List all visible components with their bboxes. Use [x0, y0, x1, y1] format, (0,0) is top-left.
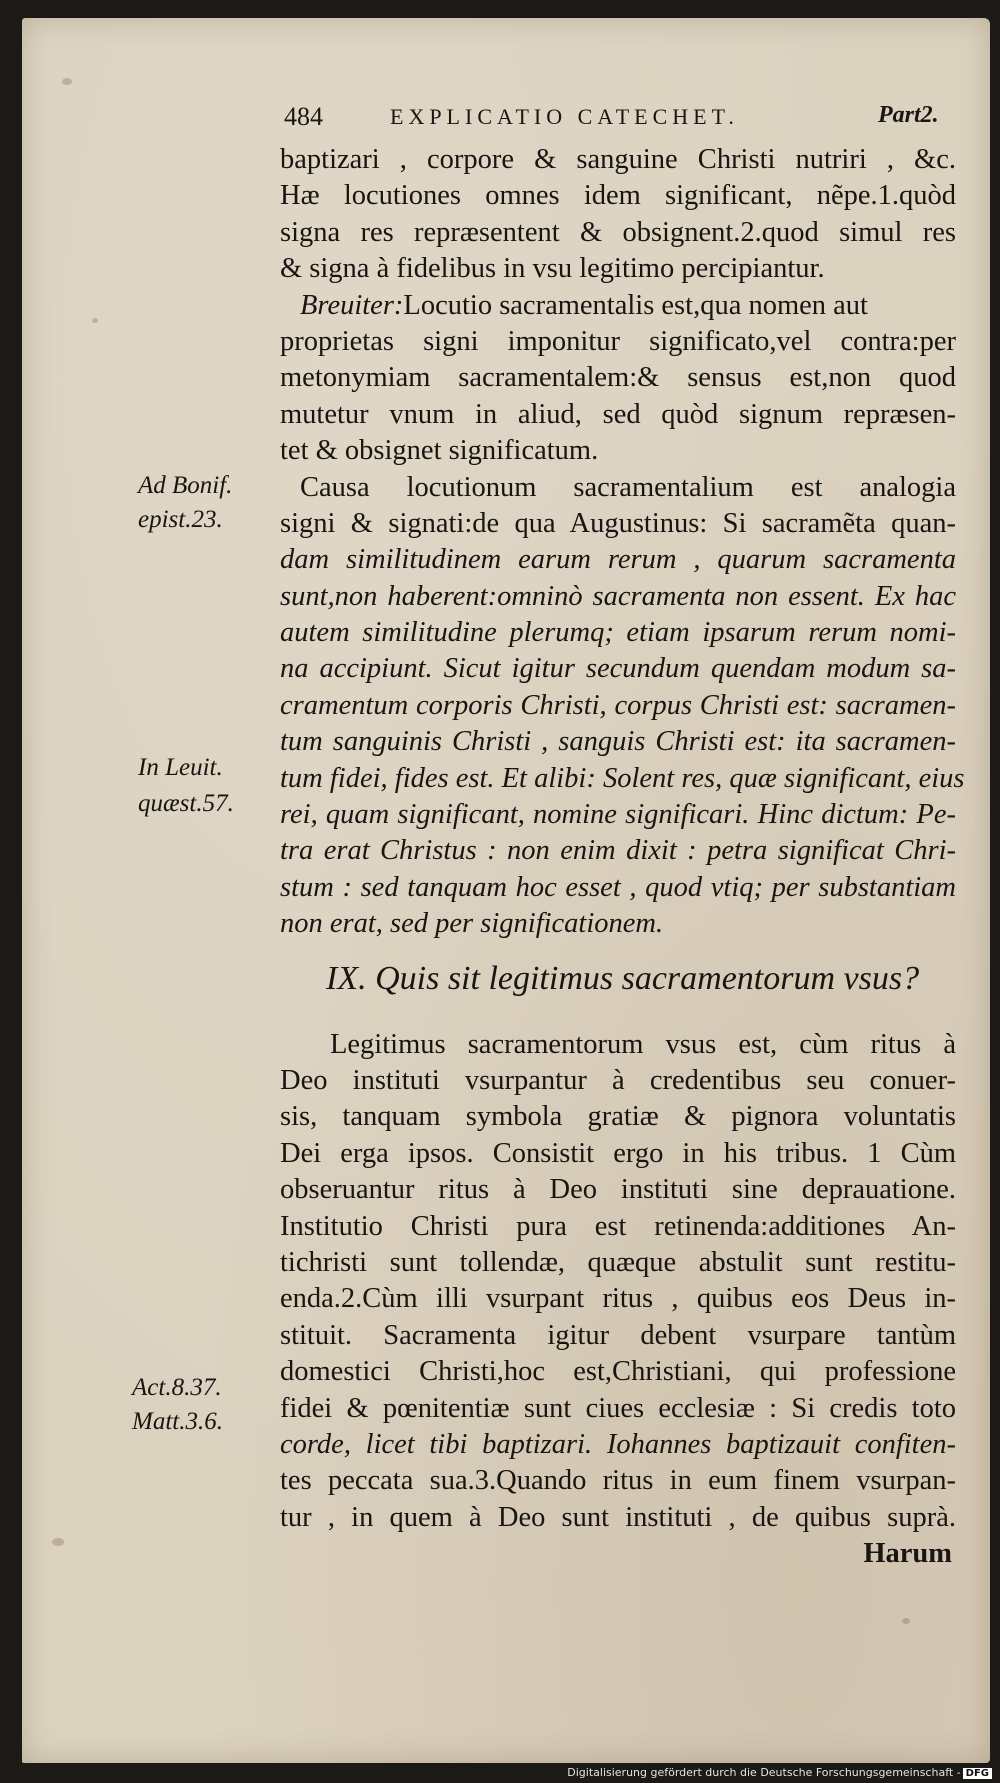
text-line: tur , in quem à Deo sunt instituti , de quibus suprà. [280, 1501, 956, 1533]
margin-note: Ad Bonif. [138, 472, 233, 499]
margin-note: In Leuit. [138, 754, 223, 781]
page-number: 484 [284, 102, 323, 131]
text-line: tichristi sunt tollendæ, quæque abstulit sunt restitu- [280, 1246, 956, 1278]
text-line: stituit. Sacramenta igitur debent vsurpare tantùm [280, 1319, 956, 1351]
text-line-content: Locutio sacramentalis est,qua nomen aut [403, 289, 868, 321]
text-line [280, 288, 956, 324]
footer-text: Digitalisierung gefördert durch die Deutsche Forschungsgemeinschaft - [567, 1766, 961, 1779]
text-line: Legitimus sacramentorum vsus est, cùm ritus à [330, 1028, 956, 1060]
text-line: signi & signati:de qua Augustinus: Si sacramẽta quan- [280, 507, 956, 539]
quotation-line: sunt,non haberent:omninò sacramenta non essent. Ex hac [280, 580, 956, 612]
text-line: mutetur vnum in aliud, sed quòd signum repræsen- [280, 398, 956, 430]
paragraph-4 [280, 1027, 956, 1536]
quotation-line: na accipiunt. Sicut igitur secundum quendam modum sa- [280, 653, 956, 685]
paragraph-2 [280, 288, 956, 470]
text-line: Hæ locutiones omnes idem significant, nẽpe.1.quòd [280, 180, 956, 212]
paper-stain [52, 1538, 64, 1546]
text-line: enda.2.Cùm illi vsurpant ritus , quibus eos Deus in- [280, 1283, 956, 1315]
paper-stain [62, 78, 72, 85]
text-line: baptizari , corpore & sanguine Christi nutriri , &c. [280, 144, 956, 175]
text-line: Institutio Christi pura est retinenda:additiones An- [280, 1210, 956, 1242]
quotation-line: tum fidei, fides est. Et alibi: Solent res, quæ significant, eius [280, 762, 965, 794]
quotation-line: cramentum corporis Christi, corpus Christi est: sacramen- [280, 689, 956, 721]
paper-stain [92, 318, 98, 323]
text-line: Dei erga ipsos. Consistit ergo in his tribus. 1 Cùm [280, 1137, 956, 1169]
paper-stain [902, 1618, 910, 1624]
quotation-line: tum sanguinis Christi , sanguis Christi est: ita sacramen- [280, 726, 956, 758]
dfg-logo: DFG [963, 1768, 992, 1779]
margin-note: epist.23. [138, 506, 223, 533]
catchword: Harum [863, 1538, 952, 1570]
margin-note: Matt.3.6. [132, 1408, 223, 1435]
section-heading: IX. Quis sit legitimus sacramentorum vsus? [326, 959, 920, 997]
running-head-title: EXPLICATIO CATECHET. [390, 104, 739, 129]
text-line: metonymiam sacramentalem:& sensus est,non quod [280, 362, 956, 394]
text-line: obseruantur ritus à Deo instituti sine deprauatione. [280, 1174, 956, 1206]
text-line: sis, tanquam symbola gratiæ & pignora voluntatis [280, 1101, 956, 1133]
text-line: & signa à fidelibus in vsu legitimo percipiantur. [280, 253, 825, 285]
margin-note: quæst.57. [138, 790, 234, 817]
text-line: fidei & pœnitentiæ sunt ciues ecclesiæ : Si credis toto [280, 1392, 956, 1424]
text-line: Deo instituti vsurpantur à credentibus seu conuer- [280, 1064, 956, 1096]
margin-note: Act.8.37. [132, 1374, 222, 1401]
quotation-line: rei, quam significant, nomine significari. Hinc dictum: Pe- [280, 799, 956, 831]
paragraph-label: Breuiter: [300, 289, 404, 321]
quotation-line: tra erat Christus : non enim dixit : petra significat Chri- [280, 835, 956, 867]
text-line: domestici Christi,hoc est,Christiani, qui professione [280, 1356, 956, 1388]
text-line: signa res repræsentent & obsignent.2.quod simul res [280, 216, 956, 248]
text-line: tet & obsignet significatum. [280, 435, 599, 467]
running-header [0, 102, 1000, 138]
quotation-line: autem similitudine plerumq; etiam ipsarum rerum nomi- [280, 617, 956, 649]
text-line: Causa locutionum sacramentalium est analogia [300, 471, 956, 503]
paragraph-1 [280, 142, 956, 288]
main-text-block [280, 142, 965, 1572]
text-line: proprietas signi imponitur significato,vel contra:per [280, 325, 956, 357]
paragraph-3 [280, 470, 965, 943]
quotation-line: dam similitudinem earum rerum , quarum sacramenta [280, 544, 956, 576]
quotation-line: corde, licet tibi baptizari. Iohannes baptizauit confiten- [280, 1428, 956, 1460]
digitization-credit [567, 1766, 992, 1779]
text-line: tes peccata sua.3.Quando ritus in eum finem vsurpan- [280, 1465, 956, 1497]
part-label: Part2. [878, 102, 939, 128]
quotation-line: non erat, sed per significationem. [280, 908, 664, 940]
quotation-line: stum : sed tanquam hoc esset , quod vtiq; per substantiam [280, 871, 956, 903]
